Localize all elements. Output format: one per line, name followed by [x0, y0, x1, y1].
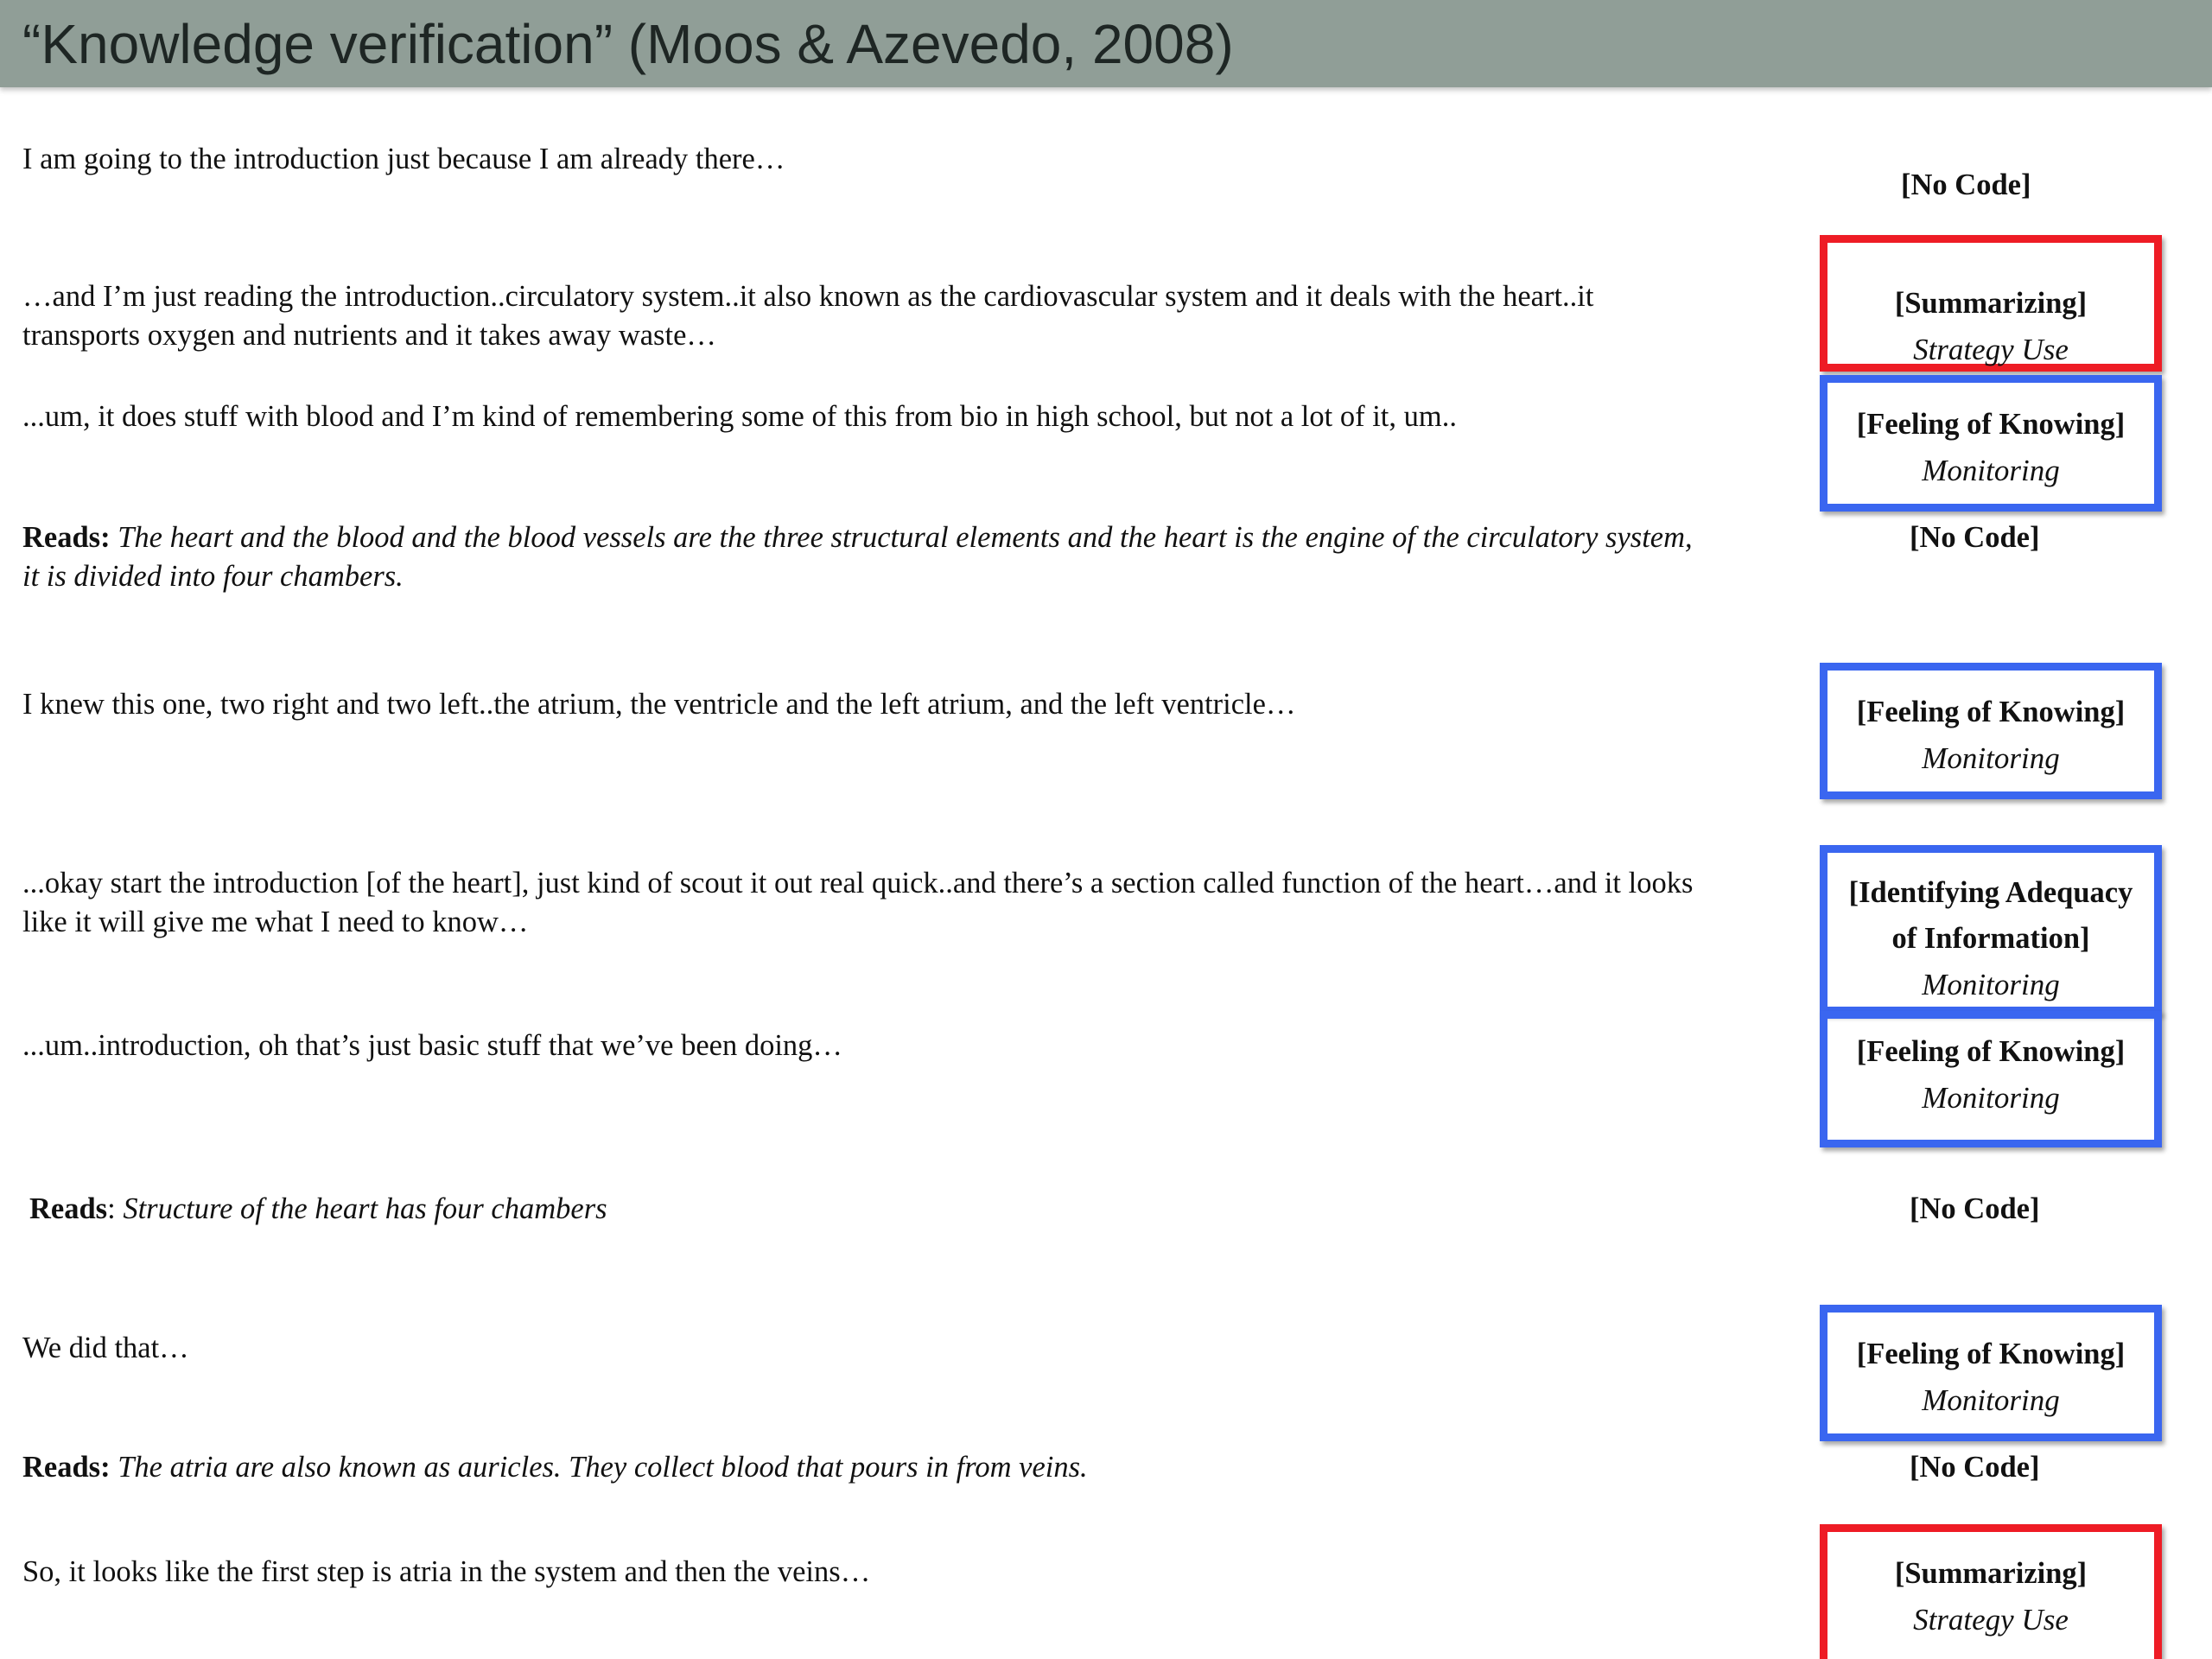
code-label-11: [Summarizing] [1894, 1557, 2088, 1590]
code-label-8: [No Code] [1910, 1192, 2040, 1225]
utterance-10 [22, 1448, 1699, 1487]
code-box-6 [1820, 845, 2162, 1014]
reads-label-10: Reads: [22, 1451, 111, 1484]
reads-label-4: Reads: [22, 521, 111, 554]
reads-text-10: The atria are also known as auricles. They collect blood that pours in from veins. [118, 1451, 1088, 1484]
code-box-11 [1820, 1524, 2162, 1659]
code-category-11: Strategy Use [1913, 1603, 2069, 1637]
title-bar [0, 0, 2212, 87]
code-label-9: [Feeling of Knowing] [1856, 1338, 2126, 1370]
code-label-2: [Summarizing] [1894, 287, 2088, 320]
slide-title: “Knowledge verification” (Moos & Azevedo, 2008) [22, 13, 1234, 75]
code-box-7 [1820, 1011, 2162, 1147]
code-label-5: [Feeling of Knowing] [1856, 696, 2126, 728]
code-box-9 [1820, 1305, 2162, 1441]
code-category-9: Monitoring [1922, 1383, 2060, 1417]
code-category-2: Strategy Use [1913, 333, 2069, 366]
utterance-6: ...okay start the introduction [of the heart], just kind of scout it out real quick..and there’s a section called function of the heart…and it looks like it will give me what I need to know… [22, 867, 1694, 938]
utterance-9: We did that… [22, 1332, 189, 1364]
code-label-3: [Feeling of Knowing] [1856, 408, 2126, 441]
reads-text-8: Structure of the heart has four chambers [123, 1192, 607, 1225]
code-label-7: [Feeling of Knowing] [1856, 1035, 2126, 1068]
utterance-8: Reads: Structure of the heart has four chambers [29, 1192, 607, 1225]
code-label-6a: [Identifying Adequacy [1848, 876, 2133, 909]
code-box-5 [1820, 663, 2162, 799]
code-category-6: Monitoring [1922, 968, 2060, 1001]
utterance-1: I am going to the introduction just because I am already there… [22, 143, 785, 175]
code-category-7: Monitoring [1922, 1081, 2060, 1115]
code-label-4: [No Code] [1910, 521, 2040, 554]
code-label-10: [No Code] [1910, 1451, 2040, 1484]
code-label-6b: of Information] [1891, 922, 2090, 955]
code-box-2 [1820, 235, 2162, 372]
utterance-4 [22, 518, 1699, 596]
utterance-3: ...um, it does stuff with blood and I’m kind of remembering some of this from bio in high school, but not a lot of it, um.. [22, 400, 1457, 433]
reads-text-4: The heart and the blood and the blood vessels are the three structural elements and the heart is the engine of the circulatory system, it is divided into four chambers. [22, 521, 1693, 593]
code-category-5: Monitoring [1922, 741, 2060, 775]
utterance-11: So, it looks like the first step is atria in the system and then the veins… [22, 1555, 871, 1588]
code-category-3: Monitoring [1922, 454, 2060, 487]
utterance-2: …and I’m just reading the introduction..circulatory system..it also known as the cardiovascular system and it deals with the heart..it transports oxygen and nutrients and it takes away waste… [22, 280, 1594, 352]
code-label-1: [No Code] [1901, 168, 2031, 201]
reads-label-8: Reads [29, 1192, 108, 1225]
utterance-7: ...um..introduction, oh that’s just basic stuff that we’ve been doing… [22, 1029, 842, 1062]
utterance-5: I knew this one, two right and two left..the atrium, the ventricle and the left atrium, and the left ventricle… [22, 688, 1296, 721]
code-box-3 [1820, 375, 2162, 512]
